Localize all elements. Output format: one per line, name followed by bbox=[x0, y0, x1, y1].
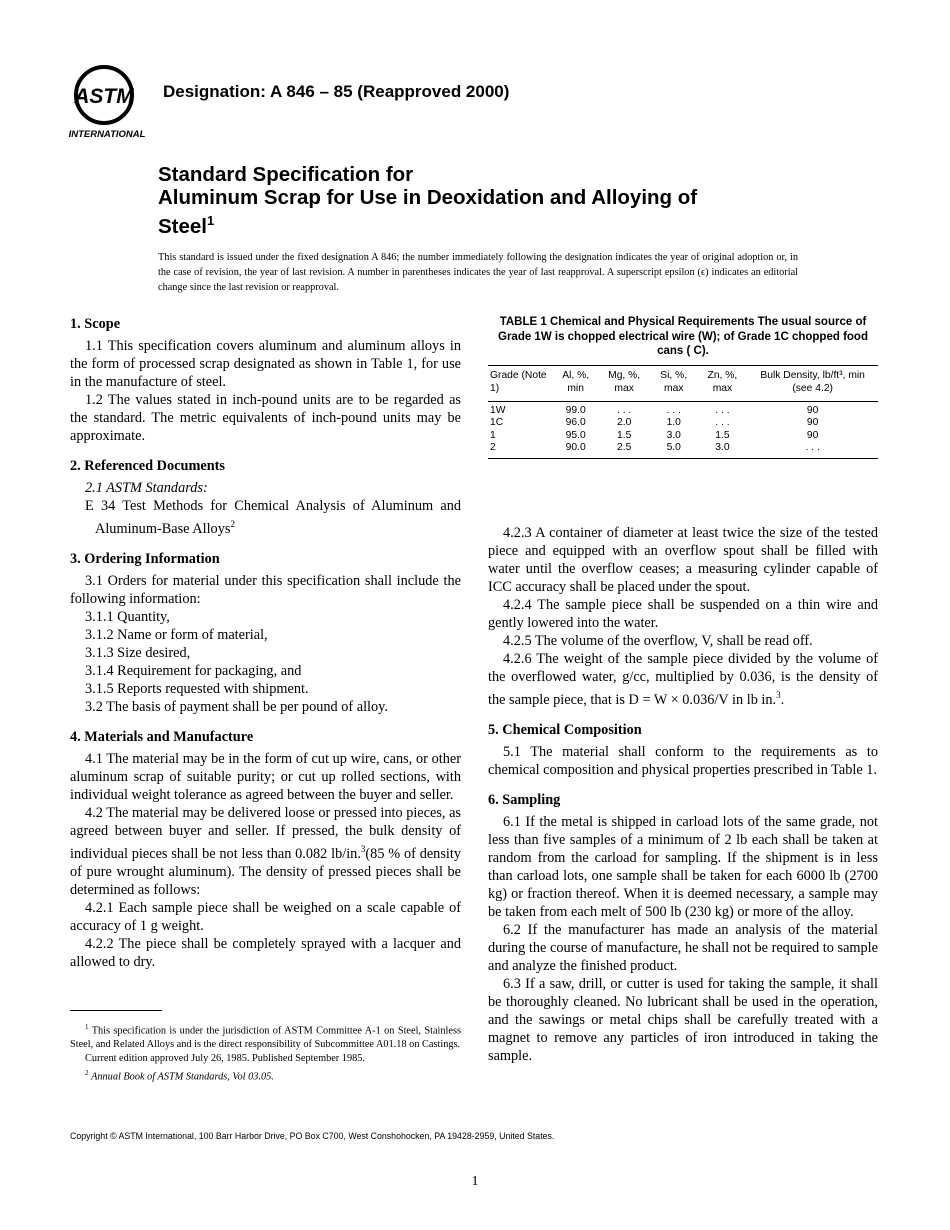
table-row bbox=[488, 401, 878, 417]
table-cell: 1.5 bbox=[616, 429, 632, 441]
right-column bbox=[488, 524, 878, 1077]
section-sampling bbox=[488, 791, 878, 1065]
document-title bbox=[158, 163, 858, 238]
table-cell: 96.0 bbox=[565, 417, 586, 428]
paragraph: 4.2.1 Each sample piece shall be weighed on a scale capable of accuracy of 1 g weight. bbox=[70, 899, 461, 934]
footnote-1-continued: Current edition approved July 26, 1985. Published September 1985. bbox=[85, 1053, 365, 1065]
table-cell: 99.0 bbox=[565, 404, 586, 416]
section-scope bbox=[70, 315, 461, 445]
section-heading: 3. Ordering Information bbox=[70, 550, 220, 567]
table-cell: 1 bbox=[490, 429, 496, 441]
paragraph: 3.2 The basis of payment shall be per pound of alloy. bbox=[85, 698, 388, 715]
title-line-1: Standard Specification for bbox=[158, 163, 414, 186]
footnote-2: $^2$ Annual Book of ASTM Standards, Vol 03.05. bbox=[85, 1069, 274, 1083]
column-header: Al, %, min bbox=[553, 365, 598, 401]
svg-text:INTERNATIONAL: INTERNATIONAL bbox=[68, 129, 146, 140]
column-header: Zn, %, max bbox=[698, 365, 748, 401]
paragraph: 2.1 ASTM Standards: bbox=[85, 480, 208, 496]
copyright-notice: Copyright © ASTM International, 100 Barr Harbor Drive, PO Box C700, West Conshohocken, PA 19428-2959, United States. bbox=[70, 1131, 555, 1141]
table-row bbox=[488, 430, 878, 443]
svg-text:ASTM: ASTM bbox=[74, 85, 134, 108]
requirements-table bbox=[488, 365, 878, 459]
section-chemical-composition bbox=[488, 721, 878, 779]
standard-note: This standard is issued under the fixed designation A 846; the number immediately following the designation indicates the year of original adoption or, in the case of revision, the year of last revision. A number in parentheses indicates the year of last reapproval. A superscript epsilon (ϵ) indicates an editorial change since the last revision or reapproval. bbox=[158, 252, 798, 293]
section-ordering-information bbox=[70, 550, 461, 716]
title-line-2: Aluminum Scrap for Use in Deoxidation and Alloying of bbox=[158, 186, 698, 209]
paragraph: 4.2.5 The volume of the overflow, V, shall be read off. bbox=[503, 633, 813, 649]
paragraph: 4.2.2 The piece shall be completely sprayed with a lacquer and allowed to dry. bbox=[70, 935, 461, 970]
table-cell: 1W bbox=[490, 404, 506, 416]
table-cell: 90 bbox=[806, 429, 819, 441]
table-cell: 90 bbox=[806, 417, 819, 428]
table-cell: 95.0 bbox=[565, 429, 586, 441]
table-cell: . . . bbox=[616, 404, 632, 416]
list-item: 3.1.3 Size desired, bbox=[85, 644, 191, 661]
paragraph: 3.1 Orders for material under this specification shall include the following information: bbox=[70, 572, 461, 607]
table-row bbox=[488, 442, 878, 458]
table-cell: 3.0 bbox=[666, 429, 681, 441]
section-materials bbox=[70, 728, 461, 971]
paragraph: 1.1 This specification covers aluminum and aluminum alloys in the form of processed scrap designated as shown in Table 1, for use in the manufacture of steel. bbox=[70, 338, 461, 390]
paragraph: 6.1 If the metal is shipped in carload lots of the same grade, not less than five samples of a minimum of 2 lb each shall be taken at random from the carload for sampling. If the shipment is in less than carload lots, one sample shall be taken for each 6000 lb (2700 kg) or fraction thereof. When it is deemed necessary, a sample may be taken from each melt of 500 lb (230 kg) or more of the alloy. bbox=[488, 813, 878, 920]
table-cell: 5.0 bbox=[666, 442, 681, 453]
table-cell: . . . bbox=[715, 404, 730, 416]
referenced-standard: E 34 Test Methods for Chemical Analysis of Aluminum and Aluminum-Base Alloys$^2$ bbox=[85, 498, 461, 537]
footnotes bbox=[70, 1020, 461, 1085]
list-item: 3.1.2 Name or form of material, bbox=[85, 626, 268, 643]
paragraph: 4.2.3 A container of diameter at least twice the size of the tested piece and equipped with an overflow spout shall be filled with water until the overflow ceases; a measuring cylinder capable of ICC accuracy shall be placed under the spout. bbox=[488, 525, 878, 595]
paragraph: 6.3 If a saw, drill, or cutter is used for taking the sample, it shall be thoroughly cleaned. No lubricant shall be used in the operation, and the sawings or metal chips shall be carefully treated with a magnet to remove any particles of iron introduced in taking the sample. bbox=[488, 975, 878, 1064]
list-item: 3.1.5 Reports requested with shipment. bbox=[85, 680, 309, 697]
column-header: Bulk Density, lb/ft³, min (see 4.2) bbox=[747, 365, 878, 401]
table-cell: . . . bbox=[715, 417, 730, 428]
section-heading: 6. Sampling bbox=[488, 791, 561, 808]
section-referenced-documents bbox=[70, 457, 461, 538]
table-cell: 90.0 bbox=[565, 442, 586, 453]
page-number: 1 bbox=[471, 1174, 479, 1189]
table-1 bbox=[488, 315, 878, 459]
paragraph: 6.2 If the manufacturer has made an analysis of the material during the course of manufacture, he shall not be required to sample and analyze the finished product. bbox=[488, 921, 878, 974]
list-item: 3.1.1 Quantity, bbox=[85, 608, 170, 625]
table-cell: 90 bbox=[806, 404, 819, 416]
section-materials-continued bbox=[488, 524, 878, 709]
paragraph: 4.1 The material may be in the form of cut up wire, cans, or other aluminum scrap of suitable purity; or cut up rolled sections, with individual weight tolerance as agreed between the buyer and seller. bbox=[70, 750, 461, 803]
paragraph: 4.2.6 The weight of the sample piece divided by the volume of the overflowed water, g/cc, multiplied by 0.036, is the density of the sample piece, that is D = W × 0.036/V in lb in.$^3$. bbox=[488, 651, 878, 708]
table-cell: 1.5 bbox=[715, 429, 730, 441]
column-header: Grade (Note 1) bbox=[488, 365, 553, 401]
paragraph: 5.1 The material shall conform to the requirements as to chemical composition and physical properties prescribed in Table 1. bbox=[488, 743, 878, 778]
table-caption: TABLE 1 Chemical and Physical Requirements The usual source of Grade 1W is chopped electrical wire (W); of Grade 1C chopped food cans ( C). bbox=[498, 316, 868, 357]
paragraph: 4.2 The material may be delivered loose or pressed into pieces, as agreed between buyer and seller. If pressed, the bulk density of individual pieces shall be not less than 0.082 lb/in.$^3$(85 % of density of pure wrought aluminum). The density of pressed pieces shall be determined as follows: bbox=[70, 804, 461, 898]
table-cell: . . . bbox=[805, 442, 820, 453]
footnote-divider bbox=[70, 1010, 162, 1011]
table-cell: 2.5 bbox=[616, 442, 632, 453]
section-heading: 1. Scope bbox=[70, 316, 121, 332]
table-cell: . . . bbox=[666, 404, 681, 416]
designation: Designation: A 846 – 85 (Reapproved 2000) bbox=[163, 82, 510, 101]
table-cell: 2.0 bbox=[616, 417, 632, 428]
astm-logo bbox=[66, 62, 152, 142]
paragraph: 1.2 The values stated in inch-pound units are to be regarded as the standard. The metric equivalents of inch-pound units may be approximate. bbox=[70, 392, 461, 444]
section-heading: 2. Referenced Documents bbox=[70, 458, 225, 474]
left-column bbox=[70, 315, 461, 983]
table-cell: 1C bbox=[490, 417, 504, 428]
column-header: Mg, %, max bbox=[598, 365, 650, 401]
table-cell: 3.0 bbox=[715, 442, 730, 453]
paragraph: 4.2.4 The sample piece shall be suspended on a thin wire and gently lowered into the water. bbox=[488, 597, 878, 631]
table-row bbox=[488, 417, 878, 430]
section-heading: 4. Materials and Manufacture bbox=[70, 728, 254, 745]
section-heading: 5. Chemical Composition bbox=[488, 721, 642, 738]
table-header-row bbox=[488, 365, 878, 401]
list-item: 3.1.4 Requirement for packaging, and bbox=[85, 662, 302, 679]
title-line-3: Steel$^1$ bbox=[158, 213, 215, 238]
table-cell: 1.0 bbox=[666, 417, 681, 428]
footnote-1: $^1$ This specification is under the jurisdiction of ASTM Committee A-1 on Steel, Stainless Steel, and Related Alloys and is the direct responsibility of Subcommittee A01.18 on Castings. bbox=[70, 1023, 462, 1051]
table-cell: 2 bbox=[490, 442, 496, 453]
column-header: Si, %, max bbox=[650, 365, 698, 401]
